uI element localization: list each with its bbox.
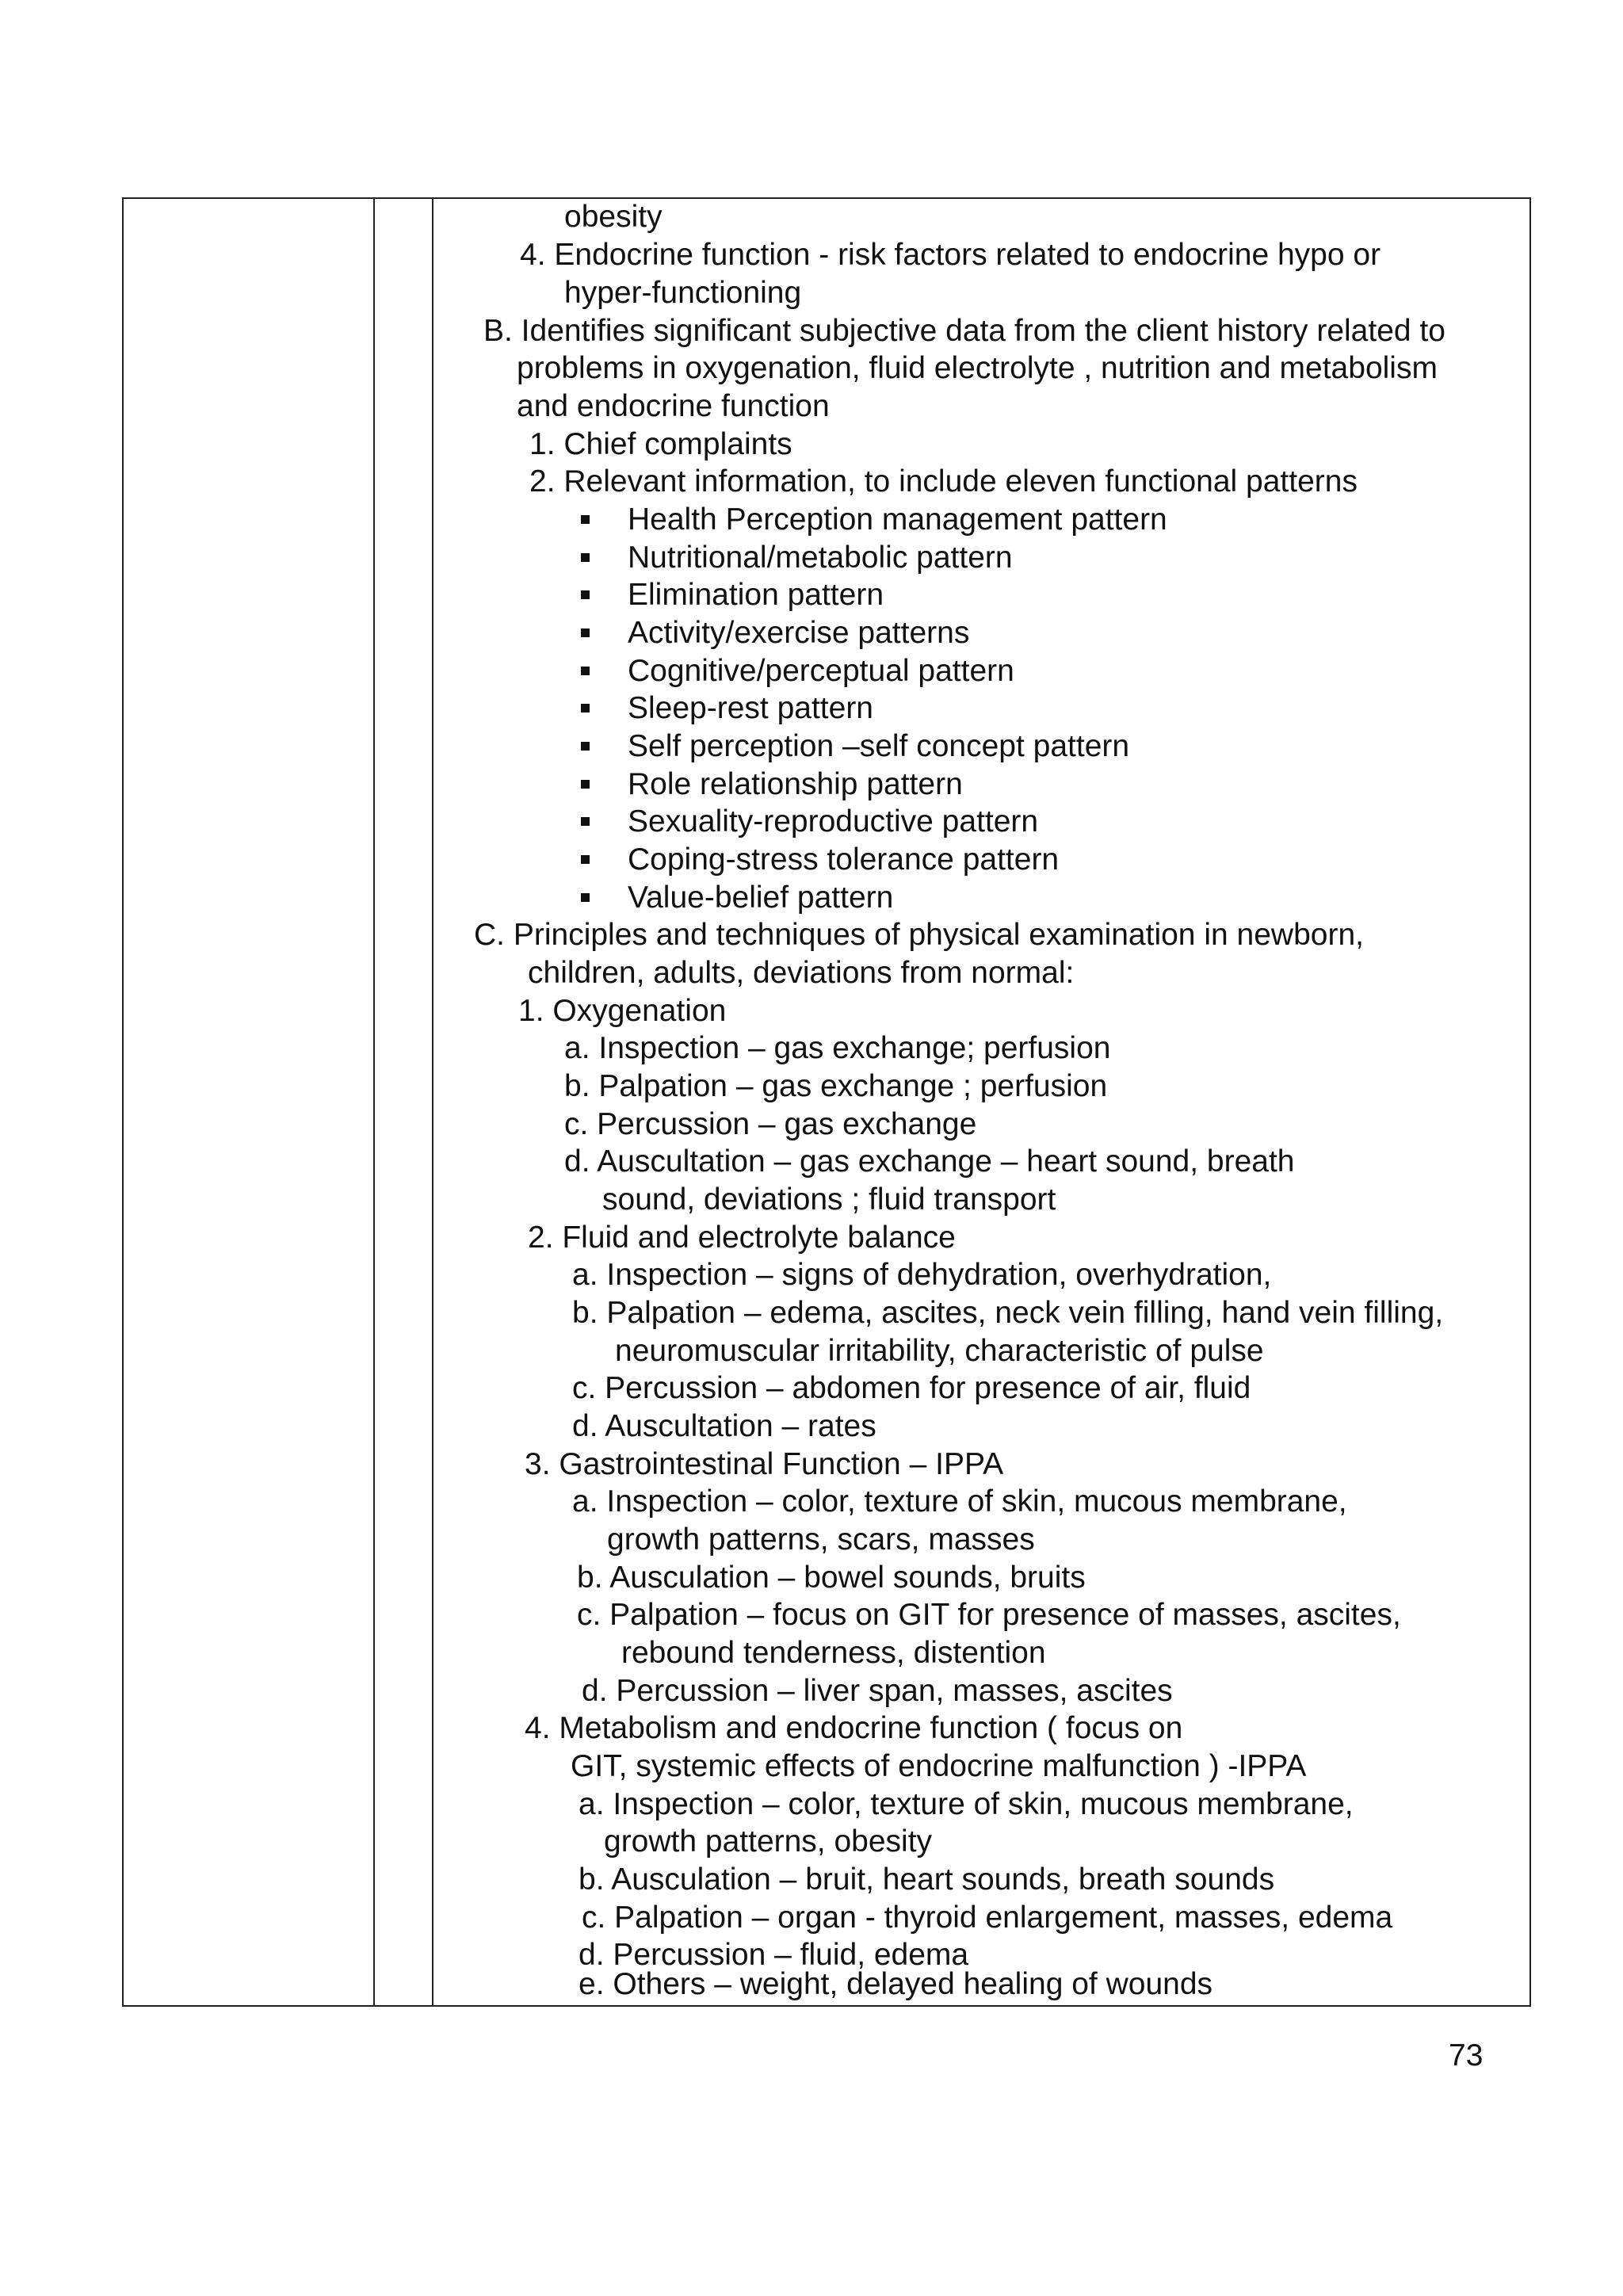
text-line: b. Ausculation – bowel sounds, bruits — [577, 1561, 1086, 1595]
text-line: e. Others – weight, delayed healing of wounds — [579, 1967, 1213, 2001]
text-line: d. Auscultation – gas exchange – heart sound, breath — [564, 1144, 1295, 1179]
column-divider-2 — [432, 199, 433, 2005]
text-line: 2. Fluid and electrolyte balance — [528, 1221, 956, 1255]
text-line: sound, deviations ; fluid transport — [602, 1182, 1056, 1217]
text-line: growth patterns, obesity — [604, 1824, 933, 1859]
text-line: rebound tenderness, distention — [621, 1636, 1046, 1670]
pattern-item: Activity/exercise patterns — [628, 616, 970, 650]
square-bullet-icon — [581, 893, 590, 902]
text-line: a. Inspection – signs of dehydration, overhydration, — [572, 1258, 1272, 1292]
square-bullet-icon — [581, 628, 590, 637]
text-line: c. Palpation – focus on GIT for presence of masses, ascites, — [577, 1598, 1401, 1632]
square-bullet-icon — [581, 780, 590, 789]
text-line: 4. Metabolism and endocrine function ( focus on — [525, 1711, 1183, 1745]
text-line: 3. Gastrointestinal Function – IPPA — [525, 1447, 1004, 1481]
square-bullet-icon — [581, 855, 590, 864]
text-line: d. Auscultation – rates — [572, 1409, 876, 1443]
text-line: and endocrine function — [517, 389, 830, 423]
text-line: hyper-functioning — [564, 276, 802, 310]
square-bullet-icon — [581, 704, 590, 712]
pattern-item: Health Perception management pattern — [628, 502, 1167, 537]
pattern-item: Sleep-rest pattern — [628, 691, 874, 725]
text-line: a. Inspection – color, texture of skin, mucous membrane, — [579, 1787, 1354, 1821]
square-bullet-icon — [581, 515, 590, 524]
text-line: 1. Chief complaints — [529, 427, 792, 461]
text-line: 1. Oxygenation — [518, 994, 727, 1028]
text-line: d. Percussion – liver span, masses, ascites — [582, 1674, 1173, 1708]
pattern-item: Cognitive/perceptual pattern — [628, 654, 1014, 688]
text-line: c. Percussion – abdomen for presence of air, fluid — [572, 1371, 1251, 1405]
column-divider-1 — [373, 199, 375, 2005]
square-bullet-icon — [581, 590, 590, 599]
text-line: neuromuscular irritability, characteristic of pulse — [615, 1334, 1264, 1368]
page-number: 73 — [1449, 2038, 1484, 2073]
pattern-item: Sexuality-reproductive pattern — [628, 804, 1039, 839]
text-line: 4. Endocrine function - risk factors related to endocrine hypo or — [520, 238, 1381, 272]
pattern-item: Self perception –self concept pattern — [628, 729, 1130, 763]
pattern-item: Coping-stress tolerance pattern — [628, 842, 1060, 877]
text-line: b. Palpation – edema, ascites, neck vein filling, hand vein filling, — [572, 1296, 1444, 1330]
text-line: B. Identifies significant subjective data from the client history related to — [483, 314, 1445, 348]
text-line: obesity — [564, 200, 663, 234]
text-line: children, adults, deviations from normal: — [528, 956, 1075, 990]
square-bullet-icon — [581, 817, 590, 826]
text-line: a. Inspection – gas exchange; perfusion — [564, 1031, 1111, 1065]
text-line: growth patterns, scars, masses — [607, 1522, 1035, 1557]
pattern-item: Nutritional/metabolic pattern — [628, 541, 1013, 575]
text-line: 2. Relevant information, to include eleven functional patterns — [529, 464, 1358, 499]
text-line: a. Inspection – color, texture of skin, mucous membrane, — [572, 1484, 1347, 1519]
text-line: c. Percussion – gas exchange — [564, 1107, 977, 1141]
square-bullet-icon — [581, 742, 590, 751]
text-line: b. Palpation – gas exchange ; perfusion — [564, 1069, 1108, 1103]
square-bullet-icon — [581, 667, 590, 675]
text-line: b. Ausculation – bruit, heart sounds, breath sounds — [579, 1862, 1275, 1897]
pattern-item: Value-belief pattern — [628, 881, 894, 915]
text-line: c. Palpation – organ - thyroid enlargement, masses, edema — [582, 1901, 1393, 1935]
pattern-item: Elimination pattern — [628, 578, 884, 612]
text-line: d. Percussion – fluid, edema — [579, 1938, 969, 1972]
pattern-item: Role relationship pattern — [628, 767, 963, 801]
text-line: C. Principles and techniques of physical examination in newborn, — [474, 918, 1364, 952]
text-line: GIT, systemic effects of endocrine malfunction ) -IPPA — [571, 1749, 1307, 1783]
square-bullet-icon — [581, 553, 590, 562]
text-line: problems in oxygenation, fluid electrolyte , nutrition and metabolism — [517, 351, 1438, 385]
